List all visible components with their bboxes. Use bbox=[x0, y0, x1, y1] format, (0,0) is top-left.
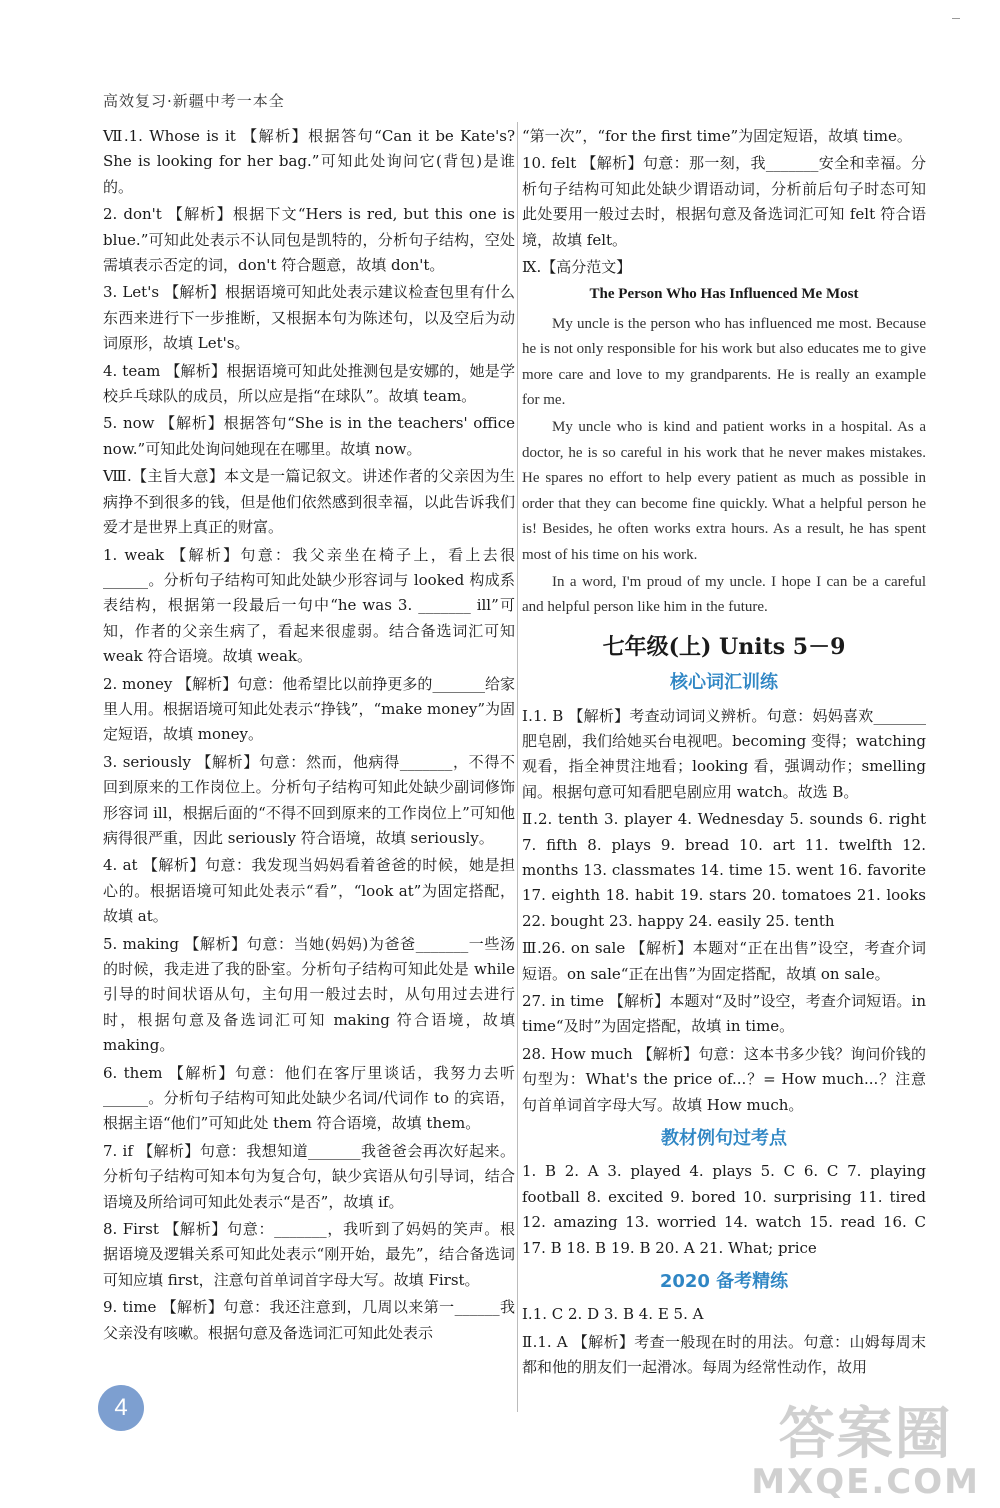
left-column bbox=[103, 124, 515, 1348]
answer-item: 2. money 【解析】句意：他希望比以前挣更多的_______给家里人用。根据语境可知此处表示“挣钱”，“make money”为固定短语，故填 money。 bbox=[103, 674, 515, 744]
model-essay bbox=[522, 312, 926, 621]
section-title-vocab: 核心词汇训练 bbox=[670, 672, 778, 694]
answer-item: 4. team 【解析】根据语境可知此处推测包是安娜的，她是学校乒乓球队的成员，所以应是指“在球队”。故填 team。 bbox=[103, 361, 515, 406]
answer-item: Ⅶ.1. Whose is it 【解析】根据答句“Can it be Kate's? She is looking for her bag.”可知此处询问它(背包)是谁的。 bbox=[103, 127, 515, 196]
section-textbook-items bbox=[522, 1159, 926, 1261]
essay-title: The Person Who Has Influenced Me Most bbox=[589, 286, 859, 303]
answer-item: 5. making 【解析】句意：当她(妈妈)为爸爸_______一些汤的时候，我走进了我的卧室。分析句子结构可知此处是 while 引导的时间状语从句，主句用一般过去时，从句用过去进行时，根据句意及备选词汇可知 making 符合语境，故填 making。 bbox=[103, 934, 515, 1055]
answer-item: 6. them 【解析】句意：他们在客厅里谈话，我努力去听______。分析句子结构可知此处缺少名词/代词作 to 的宾语，根据主语“他们”可知此处 them 符合语境，故填 them。 bbox=[103, 1063, 515, 1133]
answer-item: Ⅸ.【高分范文】 bbox=[522, 258, 632, 277]
answer-item: 9. time 【解析】句意：我还注意到，几周以来第一______我父亲没有咳嗽。根据句意及备选词汇可知此处表示 bbox=[103, 1298, 515, 1342]
corner-mark bbox=[952, 18, 960, 19]
answer-item: 3. Let's 【解析】根据语境可知此处表示建议检查包里有什么东西来进行下一步推断，又根据本句为陈述句，以及空后为动词原形，故填 Let's。 bbox=[103, 283, 515, 353]
answer-item: 10. felt 【解析】句意：那一刻，我_______安全和幸福。分析句子结构可知此处缺少谓语动词，分析前后句子时态可知此处要用一般过去时，根据句意及备选词汇可知 felt 符合语境，故填 felt。 bbox=[522, 154, 926, 249]
answer-item: 7. if 【解析】句意：我想知道_______我爸爸会再次好起来。分析句子结构可知本句为复合句，缺少宾语从句引导词，结合语境及所给词可知此处表示“是否”，故填 if。 bbox=[103, 1141, 515, 1211]
section-title-textbook: 教材例句过考点 bbox=[661, 1128, 787, 1150]
answer-item: Ⅰ.1. C 2. D 3. B 4. E 5. A bbox=[522, 1305, 704, 1324]
section-practice-items bbox=[522, 1302, 926, 1380]
answer-item: Ⅰ.1. B 【解析】考查动词词义辨析。句意：妈妈喜欢_______肥皂剧，我们给她买台电视吧。becoming 变得；watching 观看，指全神贯注地看；looking 看，强调动作；smelling 闻。根据句意可知看肥皂剧应用 watch。故选 B。 bbox=[522, 706, 926, 801]
essay-paragraph: In a word, I'm proud of my uncle. I hope I can be a careful and helpful person like him in the future. bbox=[522, 573, 926, 616]
answer-item: 5. now 【解析】根据答句“She is in the teachers' office now.”可知此处询问她现在在哪里。故填 now。 bbox=[103, 414, 515, 458]
watermark-text-top: 答案圈 bbox=[778, 1402, 953, 1467]
right-top-items bbox=[522, 124, 926, 280]
answer-item: 27. in time 【解析】本题对“及时”设空，考查介词短语。in time“及时”为固定搭配，故填 in time。 bbox=[522, 992, 926, 1036]
essay-paragraph: My uncle who is kind and patient works in a hospital. As a doctor, he is so careful in his work that he never makes mistakes. He spares no effort to help every patient as much as possible in order that they can become fine quickly. What a helpful person he is! Besides, he often works extra hours. As a result, he has spent most of his time on his work. bbox=[522, 419, 926, 563]
watermark-text-bottom: MXQE.COM bbox=[751, 1462, 980, 1502]
column-divider bbox=[517, 122, 518, 1412]
answer-item: 2. don't 【解析】根据下文“Hers is red, but this one is blue.”可知此处表示不认同包是凯特的，分析句子结构，空处需填表示否定的词，don't 符合题意，故填 don't。 bbox=[103, 205, 515, 275]
page-number-badge: 4 bbox=[98, 1385, 144, 1431]
answer-item: 28. How much 【解析】句意：这本书多少钱？询问价钱的句型为：What's the price of...？= How much...？注意句首单词首字母大写。故填 How much。 bbox=[522, 1044, 926, 1114]
answer-item: Ⅱ.1. A 【解析】考查一般现在时的用法。句意：山姆每周末都和他的朋友们一起滑冰。每周为经常性动作，故用 bbox=[522, 1332, 926, 1377]
watermark-logo bbox=[751, 1402, 980, 1502]
answer-item: Ⅱ.2. tenth 3. player 4. Wednesday 5. sounds 6. right 7. fifth 8. plays 9. bread 10. art 11. twelfth 12. months 13. classmates 14. time 15. went 16. favorite 17. eighth 18. habit 19. stars 20. tomatoes 21. looks 22. bought 23. happy 24. easily 25. tenth bbox=[522, 810, 926, 930]
answer-item: 4. at 【解析】句意：我发现当妈妈看着爸爸的时候，她是担心的。根据语境可知此处表示“看”，“look at”为固定搭配，故填 at。 bbox=[103, 856, 515, 926]
section-vocab-items bbox=[522, 704, 926, 1119]
running-header: 高效复习·新疆中考一本全 bbox=[103, 92, 285, 110]
answer-item: 3. seriously 【解析】句意：然而，他病得_______，不得不回到原来的工作岗位上。分析句子结构可知此处缺少副词修饰形容词 ill，根据后面的“不得不回到原来的工作岗位上”可知他病得很严重，因此 seriously 符合语境，故填 seriously。 bbox=[103, 752, 515, 847]
answer-item: Ⅷ.【主旨大意】本文是一篇记叙文。讲述作者的父亲因为生病挣不到很多的钱，但是他们依然感到很幸福，以此告诉我们爱才是世界上真正的财富。 bbox=[103, 467, 515, 537]
essay-paragraph: My uncle is the person who has influenced me most. Because he is not only responsible for his work but also educates me to give more care and love to my grandparents. He is really an example for me. bbox=[522, 315, 926, 409]
answer-item: 8. First 【解析】句意：_______，我听到了妈妈的笑声。根据语境及逻辑关系可知此处表示“刚开始，最先”，结合备选词可知应填 first，注意句首单词首字母大写。故填 First。 bbox=[103, 1220, 515, 1289]
answer-item: 1. weak 【解析】句意：我父亲坐在椅子上，看上去很______。分析句子结构可知此处缺少形容词与 looked 构成系表结构，根据第一段最后一句中“he was 3. _______ ill”可知，作者的父亲生病了，看起来很虚弱。结合备选词汇可知 weak 符合语境。故填 weak。 bbox=[103, 545, 515, 666]
answer-item: “第一次”，“for the first time”为固定短语，故填 time。 bbox=[522, 127, 912, 145]
answer-item: 1. B 2. A 3. played 4. plays 5. C 6. C 7. playing football 8. excited 9. bored 10. surprising 11. tired 12. amazing 13. worried 14. watch 15. read 16. C 17. B 18. B 19. B 20. A 21. What; price bbox=[522, 1162, 926, 1257]
unit-title: 七年级(上) Units 5－9 bbox=[602, 633, 846, 660]
answer-item: Ⅲ.26. on sale 【解析】本题对“正在出售”设空，考查介词短语。on sale“正在出售”为固定搭配，故填 on sale。 bbox=[522, 939, 926, 983]
section-title-practice: 2020 备考精练 bbox=[659, 1271, 789, 1293]
right-column bbox=[522, 124, 926, 1383]
